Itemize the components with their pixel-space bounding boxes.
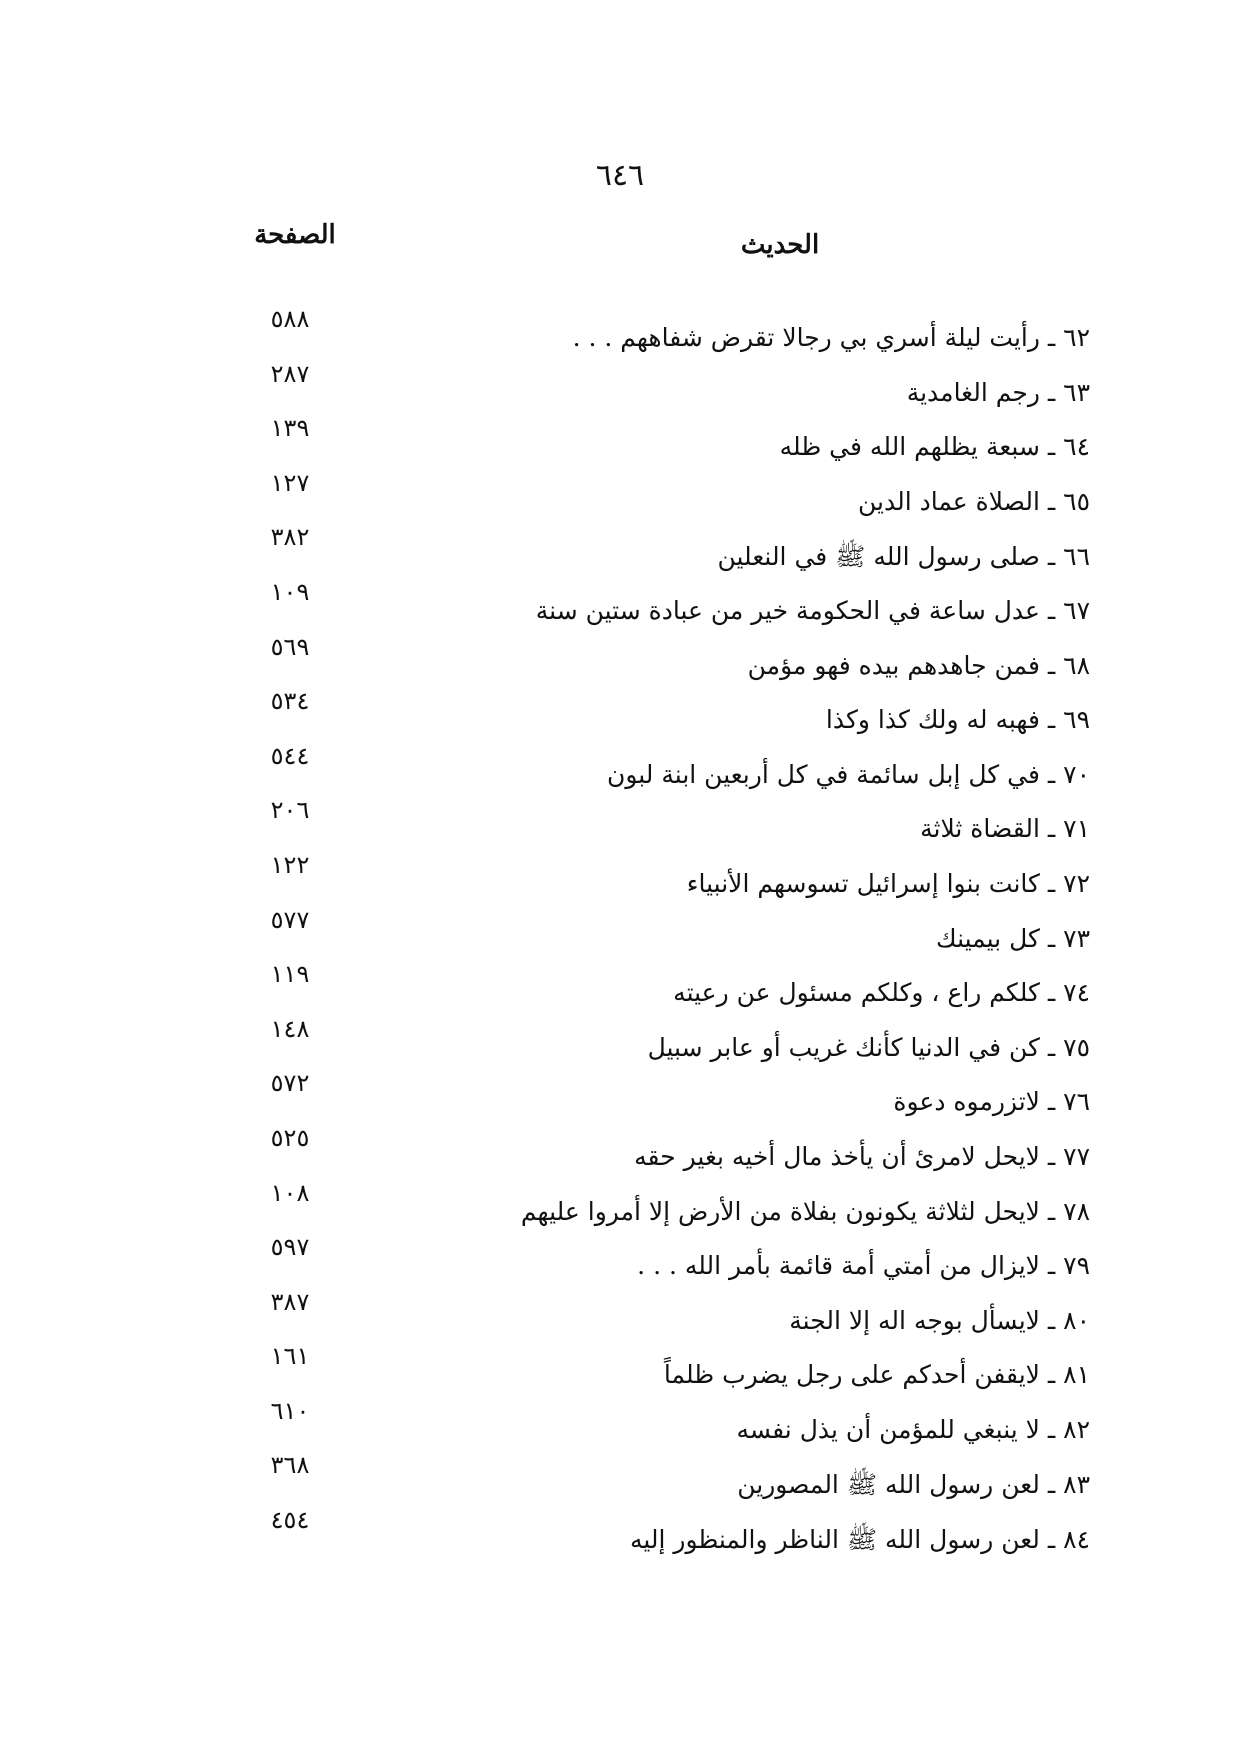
list-item [240,1179,1090,1234]
list-item [240,1397,1090,1452]
page-reference: ٥٨٨ [270,305,310,333]
list-item [240,742,1090,797]
page-reference: ١١٩ [270,960,310,989]
page-reference: ٥٩٧ [270,1233,310,1262]
hadith-title: ٨٠ ـ لايسأل بوجه اله إلا الجنة [789,1305,1090,1335]
page-reference: ٥٢٥ [270,1123,310,1152]
list-item [240,1233,1090,1288]
hadith-title: ٧٣ ـ كل بيمينك [936,923,1090,953]
hadith-title: ٦٢ ـ رأيت ليلة أسري بي رجالا تقرض شفاههم . . . [572,323,1090,352]
page-reference: ١٠٩ [270,577,310,606]
hadith-title: ٦٨ ـ فمن جاهدهم بيده فهو مؤمن [747,650,1090,680]
list-item [240,1451,1090,1506]
list-item [240,1342,1090,1397]
hadith-title: ٧٦ ـ لاتزرموه دعوة [893,1087,1090,1117]
page-reference: ٣٨٢ [270,523,310,552]
page-reference: ٥٣٤ [270,687,310,716]
column-headers [240,220,860,270]
hadith-title: ٧٧ ـ لايحل لامرئ أن يأخذ مال أخيه بغير حقه [634,1141,1090,1171]
page-reference: ٥٧٢ [270,1069,310,1098]
hadith-title: ٦٧ ـ عدل ساعة في الحكومة خير من عبادة ستين سنة [535,595,1090,625]
list-item [240,414,1090,469]
hadith-title: ٧١ ـ القضاة ثلاثة [920,814,1090,844]
hadith-column-header: الحديث [740,230,820,260]
hadith-title: ٦٤ ـ سبعة يظلهم الله في ظله [779,432,1090,462]
page-reference: ٣٨٧ [270,1287,310,1316]
hadith-title: ٧٨ ـ لايحل لثلاثة يكونون بفلاة من الأرض إلا أمروا عليهم [520,1196,1090,1226]
page-reference: ١٣٩ [270,414,310,443]
page-reference: ٣٦٨ [270,1451,310,1480]
hadith-title: ٦٦ ـ صلى رسول الله ﷺ في النعلين [717,542,1090,572]
list-item [240,906,1090,961]
page-reference: ٢٨٧ [270,359,310,388]
hadith-title: ٨٣ ـ لعن رسول الله ﷺ المصورين [737,1470,1090,1500]
list-item [240,523,1090,578]
hadith-title: ٨١ ـ لايقفن أحدكم على رجل يضرب ظلماً [663,1360,1090,1390]
hadith-index-list [240,305,1090,1561]
list-item [240,1506,1090,1561]
hadith-title: ٨٤ ـ لعن رسول الله ﷺ الناظر والمنظور إليه [629,1525,1090,1555]
hadith-title: ٧٢ ـ كانت بنوا إسرائيل تسوسهم الأنبياء [686,868,1090,898]
list-item [240,796,1090,851]
hadith-title: ٨٢ ـ لا ينبغي للمؤمن أن يذل نفسه [736,1414,1090,1444]
list-item [240,687,1090,742]
page-reference: ٢٠٦ [270,796,310,825]
page-reference: ٤٥٤ [270,1506,310,1535]
page-number: ٦٤٦ [595,158,645,193]
page-reference: ٦١٠ [270,1396,310,1425]
list-item [240,469,1090,524]
page-reference: ١٠٨ [270,1178,310,1207]
page-reference: ٥٤٤ [270,741,310,770]
list-item [240,1069,1090,1124]
hadith-title: ٧٠ ـ في كل إبل سائمة في كل أربعين ابنة لبون [606,759,1090,789]
list-item [240,851,1090,906]
list-item [240,578,1090,633]
hadith-title: ٦٣ ـ رجم الغامدية [906,377,1090,407]
hadith-title: ٦٥ ـ الصلاة عماد الدين [857,486,1090,516]
page-reference: ٥٦٩ [270,632,310,661]
list-item [240,360,1090,415]
hadith-title: ٧٩ ـ لايزال من أمتي أمة قائمة بأمر الله . . . [637,1251,1090,1281]
hadith-title: ٧٤ ـ كلكم راع ، وكلكم مسئول عن رعيته [673,978,1090,1008]
page-reference: ١٢٢ [270,850,310,879]
list-item [240,305,1090,360]
list-item [240,960,1090,1015]
page-reference: ١٢٧ [270,468,310,497]
list-item [240,633,1090,688]
page-reference: ١٦١ [270,1342,310,1371]
page-reference: ٥٧٧ [270,905,310,934]
page-column-header: الصفحة [254,220,336,250]
hadith-title: ٧٥ ـ كن في الدنيا كأنك غريب أو عابر سبيل [647,1032,1090,1062]
list-item [240,1124,1090,1179]
list-item [240,1015,1090,1070]
list-item [240,1288,1090,1343]
hadith-title: ٦٩ ـ فهبه له ولك كذا وكذا [825,705,1090,735]
page-reference: ١٤٨ [270,1014,310,1043]
